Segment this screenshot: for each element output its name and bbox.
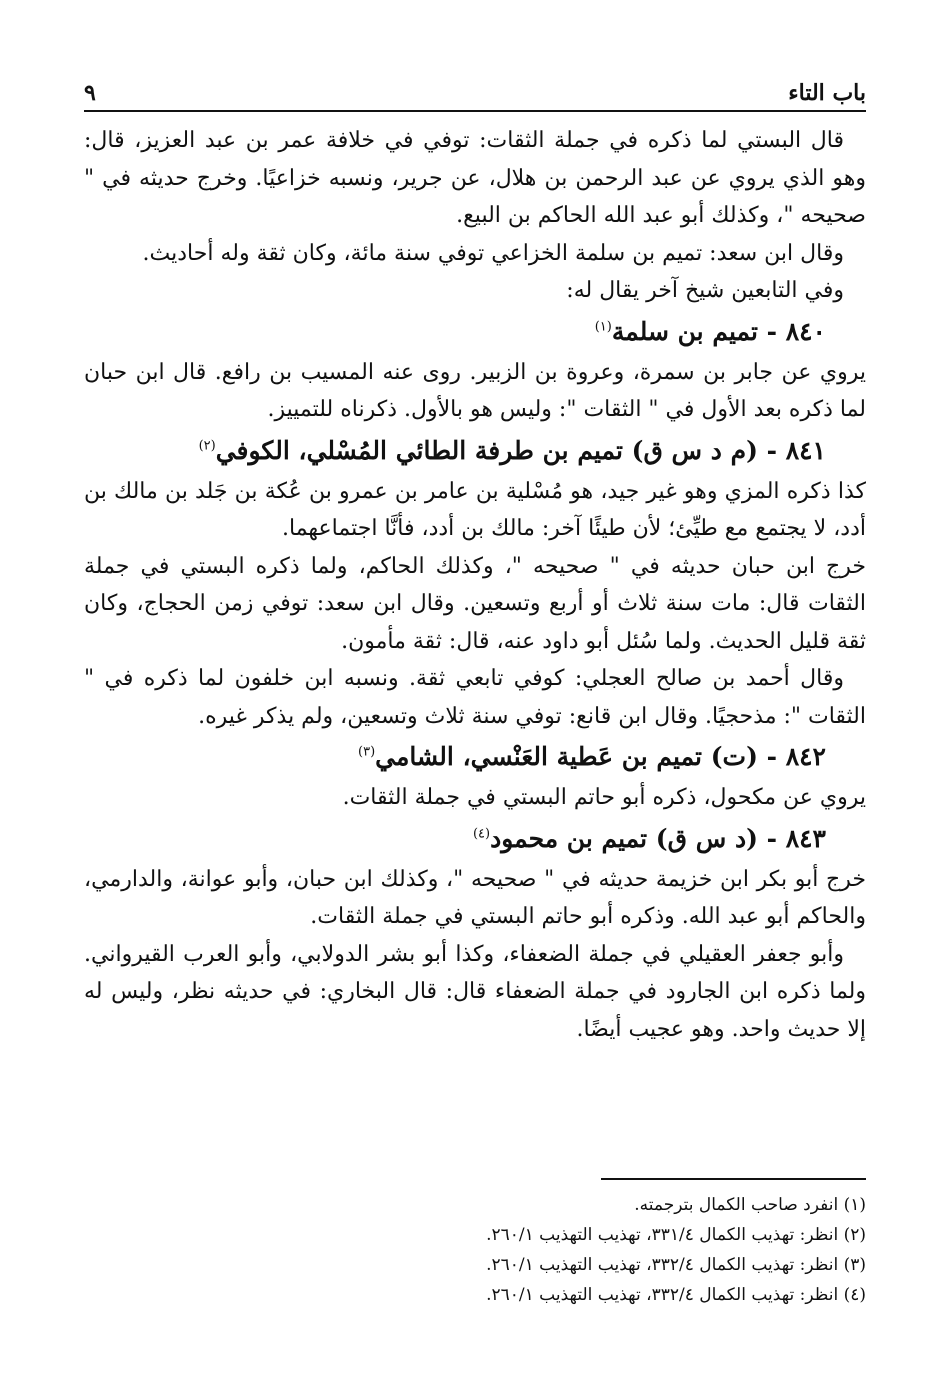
footnote-ref: (٤): [472, 826, 491, 842]
footnote-divider: [601, 1178, 866, 1180]
page-header: [84, 66, 866, 112]
paragraph: قال البستي لما ذكره في جملة الثقات: توفي في خلافة عمر بن عبد العزيز، قال: وهو الذي يروي عن عبد الرحمن بن هلال، عن جرير، ونسبه خزاعيًا. وخرج حديثه في " صحيحه "، وكذلك أبو عبد الله الحاكم بن البيع.: [84, 128, 866, 228]
paragraph: وقال أحمد بن صالح العجلي: كوفي تابعي ثقة. ونسبه ابن خلفون لما ذكره في " الثقات ": مذحجيًا. وقال ابن قانع: توفي سنة ثلاث وتسعين، ولم يذكر غيره.: [84, 666, 866, 729]
footnote-3: (٣) انظر: تهذيب الكمال ٣٣٢/٤، تهذيب التهذيب ٢٦٠/١.: [486, 1255, 866, 1275]
paragraph: وقال ابن سعد: تميم بن سلمة الخزاعي توفي سنة مائة، وكان ثقة وله أحاديث.: [142, 240, 844, 266]
main-text: [84, 122, 866, 1048]
page-number: ٩: [84, 80, 96, 106]
footnote-1: (١) انفرد صاحب الكمال بترجمته.: [634, 1195, 866, 1215]
entry-title: ٨٤٠ - تميم بن سلمة: [611, 316, 826, 346]
entry-heading-842: [84, 735, 866, 779]
paragraph: خرج ابن حبان حديثه في " صحيحه "، وكذلك الحاكم، ولما ذكره البستي في جملة الثقات قال: مات سنة ثلاث أو أربع وتسعين. وقال ابن سعد: توفي زمن الحجاج، وكان ثقة قليل الحديث. ولما سُئل أبو داود عنه، قال: ثقة مأمون.: [84, 553, 866, 654]
entry-title: ٨٤٣ - (د س ق) تميم بن محمود: [490, 823, 826, 853]
paragraph: كذا ذكره المزي وهو غير جيد، هو مُسْلية بن عامر بن عمرو بن عُكة بن جَلد بن مالك بن أدد، لا يجتمع مع طيِّئ؛ لأن طيئًا آخر: مالك بن أدد، فأنَّا اجتماعهما.: [84, 478, 866, 541]
entry-heading-841: [84, 429, 866, 473]
footnotes: [84, 1190, 866, 1310]
chapter-title: باب التاء: [788, 80, 866, 106]
paragraph: وأبو جعفر العقيلي في جملة الضعفاء، وكذا أبو بشر الدولابي، وأبو العرب القيرواني. ولما ذكره ابن الجارود في جملة الضعفاء قال: قال البخاري: في حديثه نظر، وليس له إلا حديث واحد. وهو عجيب أيضًا.: [84, 941, 866, 1042]
footnote-ref: (١): [594, 319, 612, 335]
footnote-4: (٤) انظر: تهذيب الكمال ٣٣٢/٤، تهذيب التهذيب ٢٦٠/١.: [486, 1285, 866, 1305]
footnote-2: (٢) انظر: تهذيب الكمال ٣٣١/٤، تهذيب التهذيب ٢٦٠/١.: [486, 1225, 866, 1245]
entry-title: ٨٤٢ - (ت) تميم بن عَطية العَنْسي، الشامي: [375, 742, 826, 771]
entry-heading-843: [84, 817, 866, 861]
entry-title: ٨٤١ - (م د س ق) تميم بن طرفة الطائي المُسْلي، الكوفي: [215, 435, 826, 465]
paragraph: يروي عن جابر بن سمرة، وعروة بن الزبير. روى عنه المسيب بن رافع. قال ابن حبان لما ذكره بعد الأول في " الثقات ": وليس هو بالأول. ذكرناه للتمييز.: [84, 359, 866, 422]
paragraph: وفي التابعين شيخ آخر يقال له:: [566, 278, 844, 303]
paragraph: يروي عن مكحول، ذكره أبو حاتم البستي في جملة الثقات.: [342, 785, 866, 810]
footnote-ref: (٢): [198, 438, 216, 454]
footnote-ref: (٣): [358, 744, 376, 760]
entry-heading-840: [84, 310, 866, 354]
paragraph: خرج أبو بكر ابن خزيمة حديثه في " صحيحه "، وكذلك ابن حبان، وأبو عوانة، والدارمي، والحاكم أبو عبد الله. وذكره أبو حاتم البستي في جملة الثقات.: [84, 866, 866, 929]
